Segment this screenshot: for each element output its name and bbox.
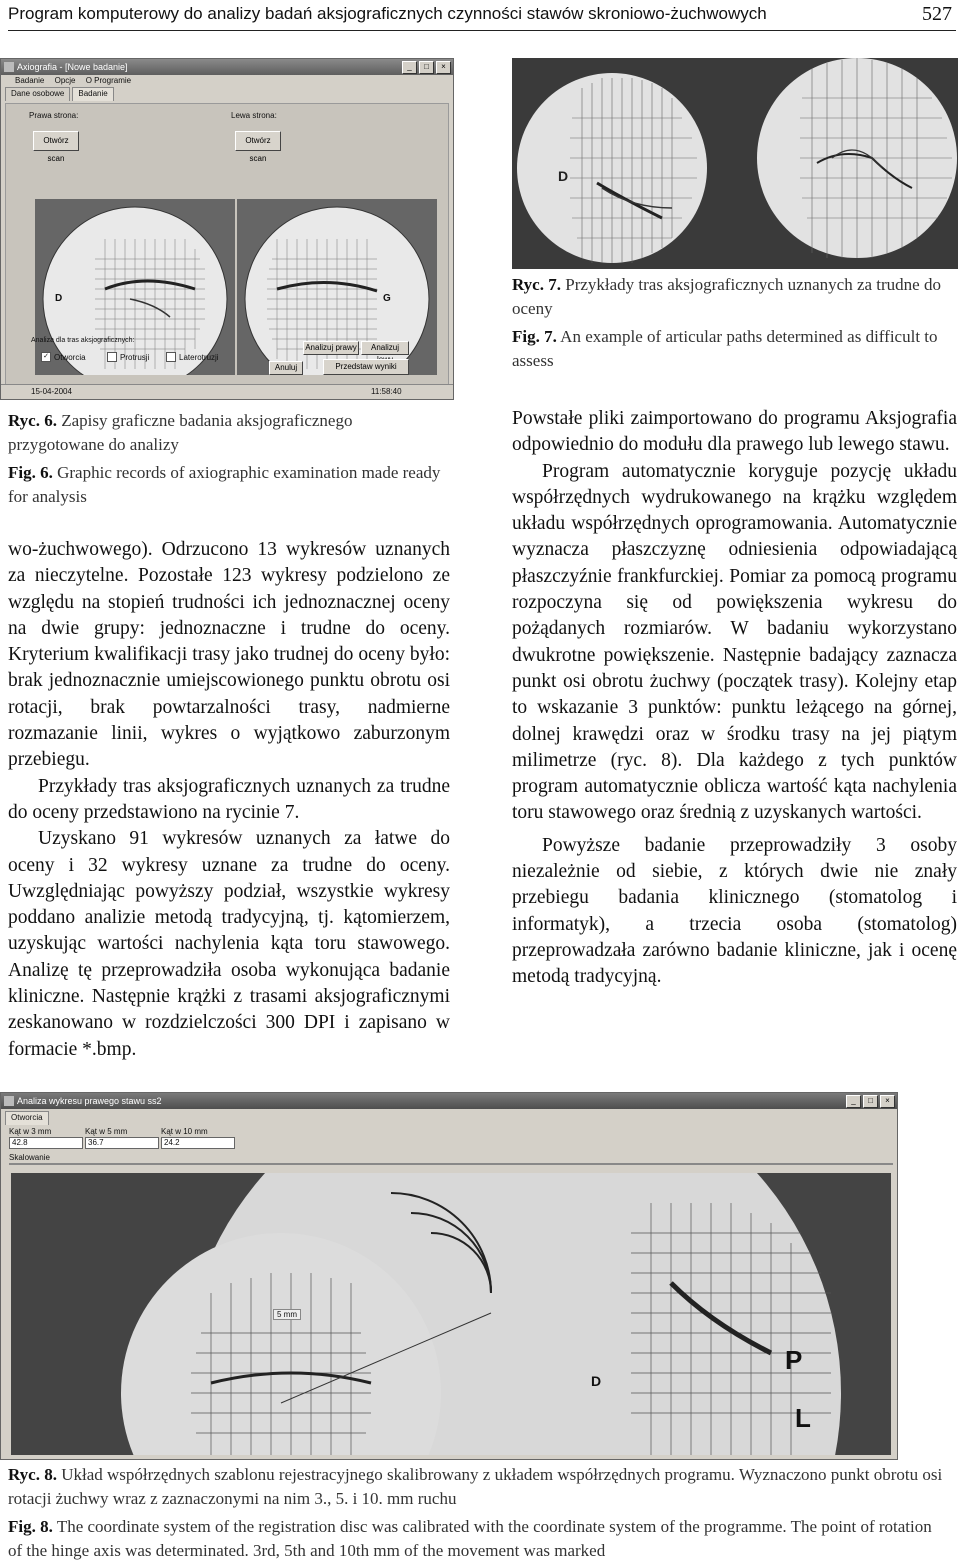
close-icon[interactable]: ×: [436, 61, 451, 74]
window-title: Axiografia - [Nowe badanie]: [17, 62, 128, 72]
caption-label: Fig. 8.: [8, 1517, 53, 1536]
checkbox-protrusji[interactable]: [107, 352, 149, 362]
caption-label: Ryc. 6.: [8, 411, 57, 430]
checkbox-label: Laterotruzji: [179, 352, 219, 362]
menu-bar: [1, 75, 453, 87]
disc-letter-right: D: [55, 293, 63, 304]
caption-label: Fig. 6.: [8, 463, 53, 482]
paragraph: Uzyskano 91 wykresów uznanych za łatwe do oceny i 32 wykresy uznane za trudne do oceny. Uwzględniając powyższy podział, wszystkie wykresy poddano analizie metodą tradycyjną, tj. kątomierzem, uzyskując wartości nachylenia kąta toru stawowego. Analizę tę przeprowadziła osoba wykonująca badanie kliniczne. Następnie krążki z trasami aksjograficznymi zeskanowano w rozdzielczości 300 DPI i zapisano w formacie *.bmp.: [8, 828, 450, 1060]
disc-letter-left: G: [383, 293, 391, 304]
menu-item-opcje[interactable]: Opcje: [54, 76, 76, 85]
figure-8-caption: [8, 1463, 948, 1563]
window-title: Analiza wykresu prawego stawu ss2: [17, 1096, 162, 1106]
caption-label: Fig. 7.: [512, 327, 557, 346]
status-bar: [1, 384, 453, 399]
open-scan-left-button[interactable]: Otwórz scan: [235, 131, 281, 151]
close-icon[interactable]: ×: [880, 1095, 895, 1108]
caption-text-en: An example of articular paths determined as difficult to assess: [512, 327, 938, 370]
tab-bar: [1, 1111, 897, 1125]
window-titlebar: [1, 1093, 897, 1109]
paragraph: Program automatycznie koryguje pozycję układu współrzędnych wydrukowanego na krążku względem układu współrzędnych oprogramowania. Automatycznie wyznacza płaszczyznę odniesienia odpowiadającą płaszczyźnie frankfurckiej. Pomiar za pomocą programu rozpoczyna się od powiększenia wykresu do pożądanych rozmiarów. W badaniu wykorzystano dwukrotne powiększenie. Następnie badający zaznacza punkt osi obrotu żuchwy (początek trasy). Kolejny etap to wskazanie 3 punktów: punktu leżącego na górnej, dolnej krawędzi oraz w środku trasy na jej piątym milimetrze (ryc. 8). Dla każdego z tych punktów program automatycznie oblicza wartość kąta nachylenia toru stawowego oraz średnią z uzyskanych wartości.: [512, 460, 957, 824]
angle-5mm-field[interactable]: 36.7: [85, 1137, 159, 1149]
field-label: Kąt w 10 mm: [161, 1127, 208, 1136]
handwritten-l: L: [795, 1403, 811, 1433]
app-icon: [4, 62, 14, 72]
analysis-scan-image: [11, 1173, 891, 1455]
minimize-icon[interactable]: _: [402, 61, 417, 74]
checkbox-unchecked-icon: [166, 352, 176, 362]
figure-8-screenshot: [0, 1092, 898, 1460]
marker-label: 5 mm: [273, 1309, 301, 1320]
caption-text-pl: Przykłady tras aksjograficznych uznanych za trudne do oceny: [512, 275, 941, 318]
field-label: Kąt w 5 mm: [85, 1127, 128, 1136]
field-label: Kąt w 3 mm: [9, 1127, 52, 1136]
checkbox-checked-icon: ✓: [41, 352, 51, 362]
status-date: 15-04-2004: [31, 387, 72, 396]
checkbox-otworcia[interactable]: [41, 352, 86, 362]
scale-slider[interactable]: [9, 1163, 893, 1165]
analyze-right-button[interactable]: Analizuj prawy: [303, 341, 359, 355]
cancel-button[interactable]: Anuluj: [269, 361, 303, 375]
right-side-label: Prawa strona:: [29, 111, 79, 120]
paragraph: Powstałe pliki zaimportowano do programu Aksjografia odpowiednio do modułu dla prawego lub lewego stawu.: [512, 408, 957, 456]
scale-label: Skalowanie: [9, 1153, 50, 1162]
caption-label: Ryc. 7.: [512, 275, 561, 294]
paragraph: Powyższe badanie przeprowadziły 3 osoby niezależnie od siebie, z których dwie nie znały przebiegu badania klinicznego (stomatolog i informatyk), a trzecia osoba (stomatolog) przeprowadzała zarówno badanie kliniczne, jak i ocenę metodą tradycyjną.: [512, 834, 957, 988]
angle-10mm-field[interactable]: 24.2: [161, 1137, 235, 1149]
body-right-column: [512, 406, 957, 991]
open-scan-right-button[interactable]: Otwórz scan: [33, 131, 79, 151]
running-title: Program komputerowy do analizy badań aksjograficznych czynności stawów skroniowo-żuchwowych: [8, 4, 767, 23]
checkbox-label: Otworcia: [54, 352, 86, 362]
analysis-label: Analiza dla tras aksjograficznych:: [31, 337, 135, 344]
maximize-icon[interactable]: □: [419, 61, 434, 74]
page-number: 527: [922, 3, 952, 25]
caption-text-en: Graphic records of axiographic examination made ready for analysis: [8, 463, 441, 506]
caption-text-pl: Zapisy graficzne badania aksjograficznego przygotowane do analizy: [8, 411, 353, 454]
disc-letter: D: [558, 168, 569, 184]
body-left-column: [8, 537, 450, 1063]
figure-7-photo: [512, 58, 958, 269]
analyze-left-button[interactable]: Analizuj: [361, 341, 409, 355]
figure-7-caption: [512, 273, 958, 373]
status-time: 11:58:40: [371, 387, 402, 396]
checkbox-label: Protrusji: [120, 352, 150, 362]
running-header: [8, 0, 956, 31]
checkbox-laterotruzji[interactable]: [166, 352, 219, 362]
disc-letter: D: [591, 1373, 602, 1389]
paragraph: Przykłady tras aksjograficznych uznanych za trudne do oceny przedstawiono na rycinie 7.: [8, 775, 450, 823]
menu-item-o-programie[interactable]: O Programie: [85, 76, 132, 85]
show-results-button[interactable]: Przedstaw wyniki: [323, 359, 409, 375]
window-titlebar: [1, 59, 453, 75]
tab-bar: [1, 87, 453, 101]
handwritten-p: P: [785, 1345, 803, 1375]
paragraph: wo-żuchwowego). Odrzucono 13 wykresów uznanych za nieczytelne. Pozostałe 123 wykresy podzielono ze względu na stopień trudności ich jednoznacznej oceny na dwie grupy: jednoznaczne i trudne do oceny. Kryterium kwalifikacji trasy jako trudnej do oceny było: brak jednoznacznie umiejscowionego punktu obrotu osi rotacji, brak powtarzalności trasy, nadmierne rozmazanie linii, wykres o wyjątkowo zaburzonym przebiegu.: [8, 539, 450, 771]
caption-label: Ryc. 8.: [8, 1465, 57, 1484]
menu-item-badanie[interactable]: Badanie: [15, 76, 45, 85]
left-side-label: Lewa strona:: [231, 111, 277, 120]
minimize-icon[interactable]: _: [846, 1095, 861, 1108]
right-scan-image: [35, 199, 235, 375]
tab-badanie[interactable]: Badanie: [72, 87, 113, 101]
checkbox-unchecked-icon: [107, 352, 117, 362]
maximize-icon[interactable]: □: [863, 1095, 878, 1108]
caption-text-pl: Układ współrzędnych szablonu rejestracyjnego skalibrowany z układem współrzędnych programu. Wyznaczono punkt obrotu osi rotacji żuchwy wraz z zaznaczonymi na nim 3., 5. i 10. mm ruchu: [8, 1465, 943, 1508]
figure-6-caption: [8, 409, 448, 509]
caption-text-en: The coordinate system of the registration disc was calibrated with the coordinate system of the programme. The point of rotation of the hinge axis was determinated. 3rd, 5th and 10th mm of the movement was marked: [8, 1517, 932, 1560]
tab-otworcia[interactable]: Otworcia: [5, 1111, 49, 1125]
tab-dane-osobowe[interactable]: Dane osobowe: [5, 87, 70, 101]
angle-3mm-field[interactable]: 42.8: [9, 1137, 83, 1149]
figure-6-screenshot: [0, 58, 454, 400]
app-icon: [4, 1096, 14, 1106]
